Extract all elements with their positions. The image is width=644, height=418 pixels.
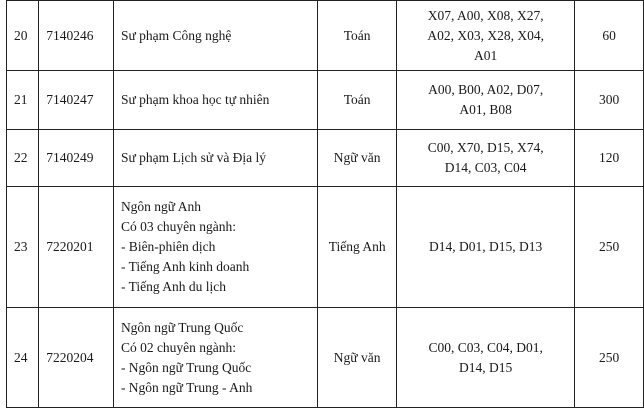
major-name-line: - Biên-phiên dịch: [120, 239, 216, 254]
combination-line: A01: [474, 47, 498, 63]
subject-combinations: [397, 71, 575, 130]
major-name: [113, 308, 317, 408]
major-name: [113, 187, 317, 308]
subject-combinations: [397, 1, 575, 71]
major-name-line: Có 02 chuyên ngành:: [120, 339, 237, 355]
major-code: 7220204: [39, 308, 114, 408]
table-row: [7, 130, 644, 187]
major-name-line: Ngôn ngữ Anh: [120, 199, 202, 214]
major-code: 7140249: [39, 130, 114, 187]
subject-combinations: [397, 308, 575, 408]
quota: 60: [575, 1, 644, 71]
table-row: [7, 1, 644, 71]
quota: 250: [575, 308, 644, 408]
major-name-line: Ngôn ngữ Trung Quốc: [120, 319, 244, 335]
combination-line: D14, D01, D15, D13: [429, 239, 543, 254]
main-subject: Ngữ văn: [318, 130, 397, 187]
combination-line: D14, D15: [459, 359, 513, 375]
combination-line: C00, X70, D15, X74,: [427, 140, 544, 155]
subject-combinations: [397, 187, 575, 308]
major-name: [113, 130, 317, 187]
row-number: 23: [7, 187, 39, 308]
admissions-table: [6, 0, 644, 408]
table-row: [7, 308, 644, 408]
major-name-line: Có 03 chuyên ngành:: [120, 219, 237, 234]
major-code: 7220201: [39, 187, 114, 308]
subject-combinations: [397, 130, 575, 187]
admissions-table-body: [7, 1, 644, 408]
row-number: 24: [7, 308, 39, 408]
major-name-line: Sư phạm Công nghệ: [120, 27, 232, 43]
quota: 300: [575, 71, 644, 130]
major-name-line: Sư phạm Lịch sử và Địa lý: [120, 150, 267, 165]
major-name: [113, 1, 317, 71]
combination-line: A02, X03, X28, X04,: [427, 27, 544, 43]
combination-line: X07, A00, X08, X27,: [427, 7, 544, 23]
major-name-line: - Ngôn ngữ Trung Quốc: [120, 359, 252, 375]
main-subject: Ngữ văn: [318, 308, 397, 408]
combination-line: A00, B00, A02, D07,: [428, 82, 544, 97]
quota: 120: [575, 130, 644, 187]
combination-line: D14, C03, C04: [444, 160, 527, 175]
major-code: 7140246: [39, 1, 114, 71]
table-row: [7, 187, 644, 308]
major-name-line: Sư phạm khoa học tự nhiên: [120, 92, 270, 107]
row-number: 22: [7, 130, 39, 187]
row-number: 21: [7, 71, 39, 130]
major-name: [113, 71, 317, 130]
major-name-line: - Tiếng Anh kinh doanh: [120, 259, 250, 274]
quota: 250: [575, 187, 644, 308]
combination-line: C00, C03, C04, D01,: [428, 339, 543, 355]
row-number: 20: [7, 1, 39, 71]
combination-line: A01, B08: [459, 102, 512, 117]
major-name-line: - Tiếng Anh du lịch: [120, 279, 226, 294]
table-row: [7, 71, 644, 130]
main-subject: Toán: [318, 1, 397, 71]
major-code: 7140247: [39, 71, 114, 130]
major-name-line: - Ngôn ngữ Trung - Anh: [120, 379, 253, 395]
main-subject: Toán: [318, 71, 397, 130]
main-subject: Tiếng Anh: [318, 187, 397, 308]
